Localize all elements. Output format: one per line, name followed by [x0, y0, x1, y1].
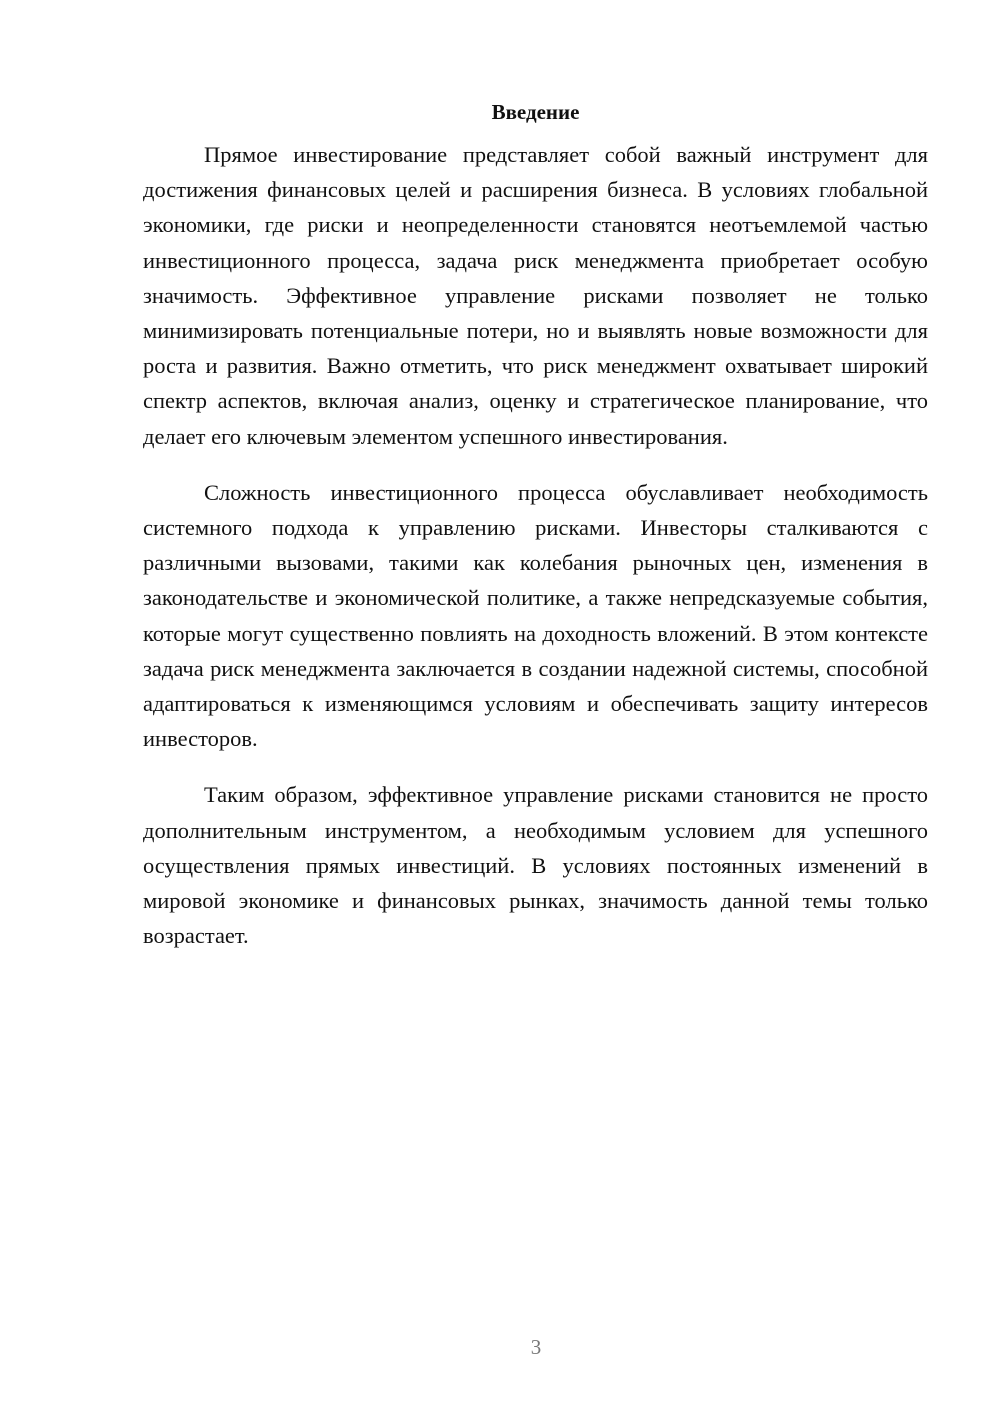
page-content [143, 92, 928, 974]
paragraph-3: Таким образом, эффективное управление рисками становится не просто дополнительным инструментом, а необходимым условием для успешного осуществления прямых инвестиций. В условиях постоянных изменений в мировой экономике и финансовых рынках, значимость данной темы только возрастает. [143, 782, 928, 949]
paragraph-1: Прямое инвестирование представляет собой важный инструмент для достижения финансовых целей и расширения бизнеса. В условиях глобальной экономики, где риски и неопределенности становятся неотъемлемой частью инвестиционного процесса, задача риск менеджмента приобретает особую значимость. Эффективное управление рисками позволяет не только минимизировать потенциальные потери, но и выявлять новые возможности для роста и развития. Важно отметить, что риск менеджмент охватывает широкий спектр аспектов, включая анализ, оценку и стратегическое планирование, что делает его ключевым элементом успешного инвестирования. [143, 142, 928, 449]
paragraph-2: Сложность инвестиционного процесса обуславливает необходимость системного подхода к управлению рисками. Инвесторы сталкиваются с различными вызовами, такими как колебания рыночных цен, изменения в законодательстве и экономической политике, а также непредсказуемые события, которые могут существенно повлиять на доходность вложений. В этом контексте задача риск менеджмента заключается в создании надежной системы, способной адаптироваться к изменяющимся условиям и обеспечивать защиту интересов инвесторов. [143, 479, 928, 752]
section-heading: Введение [491, 100, 580, 124]
page-number: 3 [530, 1335, 542, 1359]
